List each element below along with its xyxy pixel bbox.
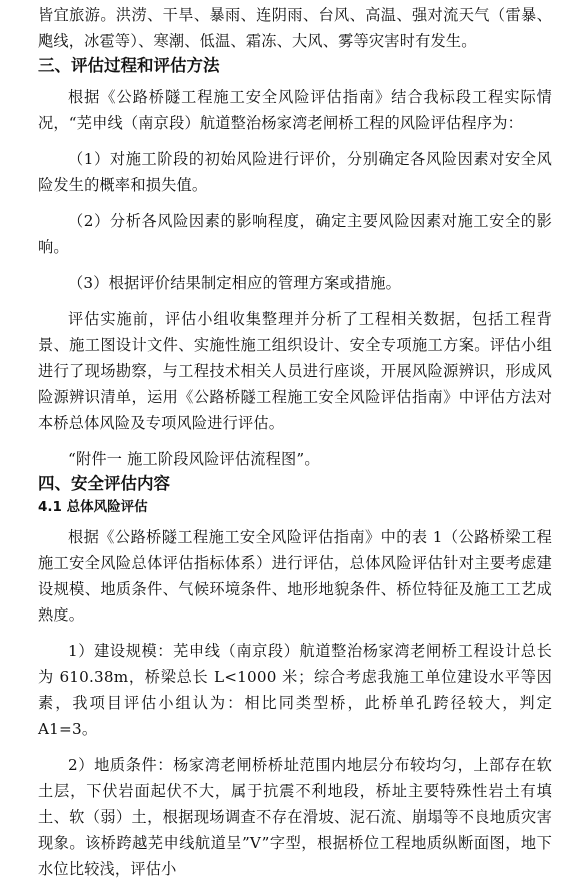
paragraph-overall-risk: 根据《公路桥隧工程施工安全风险评估指南》中的表 1（公路桥梁工程施工安全风险总体评估指标体系）进行评估，总体风险评估针对主要考虑建设规模、地质条件、气候环境条件、地形地貌条件、桥位特征及施工工艺成熟度。 — [38, 528, 552, 624]
paragraph-step-1: （1）对施工阶段的初始风险进行评价，分别确定各风险因素对安全风险发生的概率和损失值。 — [38, 150, 552, 194]
paragraph-climate-tail: 皆宜旅游。洪涝、干旱、暴雨、连阴雨、台风、高温、强对流天气（雷暴、飑线，冰雹等）、寒潮、低温、霜冻、大风、雾等灾害时有发生。 — [38, 6, 552, 50]
paragraph-step-3: （3）根据评价结果制定相应的管理方案或措施。 — [68, 274, 402, 292]
paragraph-basis: 根据《公路桥隧工程施工安全风险评估指南》结合我标段工程实际情况，“芜申线（南京段）航道整治杨家湾老闸桥工程的风险评估程序为： — [38, 88, 552, 132]
heading-section-4-1: 4.1 总体风险评估 — [38, 499, 148, 515]
heading-section-3: 三、评估过程和评估方法 — [38, 56, 220, 75]
heading-section-4: 四、安全评估内容 — [38, 474, 170, 493]
paragraph-step-2: （2）分析各风险因素的影响程度，确定主要风险因素对施工安全的影响。 — [38, 212, 552, 256]
paragraph-implementation: 评估实施前，评估小组收集整理并分析了工程相关数据，包括工程背景、施工图设计文件、实施性施工组织设计、安全专项施工方案。评估小组进行了现场勘察，与工程技术相关人员进行座谈，开展风险源辨识，形成风险源辨识清单，运用《公路桥隧工程施工安全风险评估指南》中评估方法对本桥总体风险及专项风险进行评估。 — [38, 310, 552, 432]
paragraph-attachment: “附件一 施工阶段风险评估流程图”。 — [68, 450, 320, 468]
paragraph-construction-scale: 1）建设规模：芜申线（南京段）航道整治杨家湾老闸桥工程设计总长为 610.38m，桥梁总长 L<1000 米；综合考虑我施工单位建设水平等因素，我项目评估小组认为：相比同类型桥，此桥单孔跨径较大，判定 A1=3。 — [38, 642, 552, 738]
paragraph-geology: 2）地质条件：杨家湾老闸桥桥址范围内地层分布较均匀，上部存在软土层，下伏岩面起伏不大，属于抗震不利地段，桥址主要特殊性岩土有填土、软（弱）土，根据现场调查不存在滑坡、泥石流、崩塌等不良地质灾害现象。该桥跨越芜申线航道呈”V”字型，根据桥位工程地质纵断面图，地下水位比较浅，评估小 — [38, 756, 552, 878]
